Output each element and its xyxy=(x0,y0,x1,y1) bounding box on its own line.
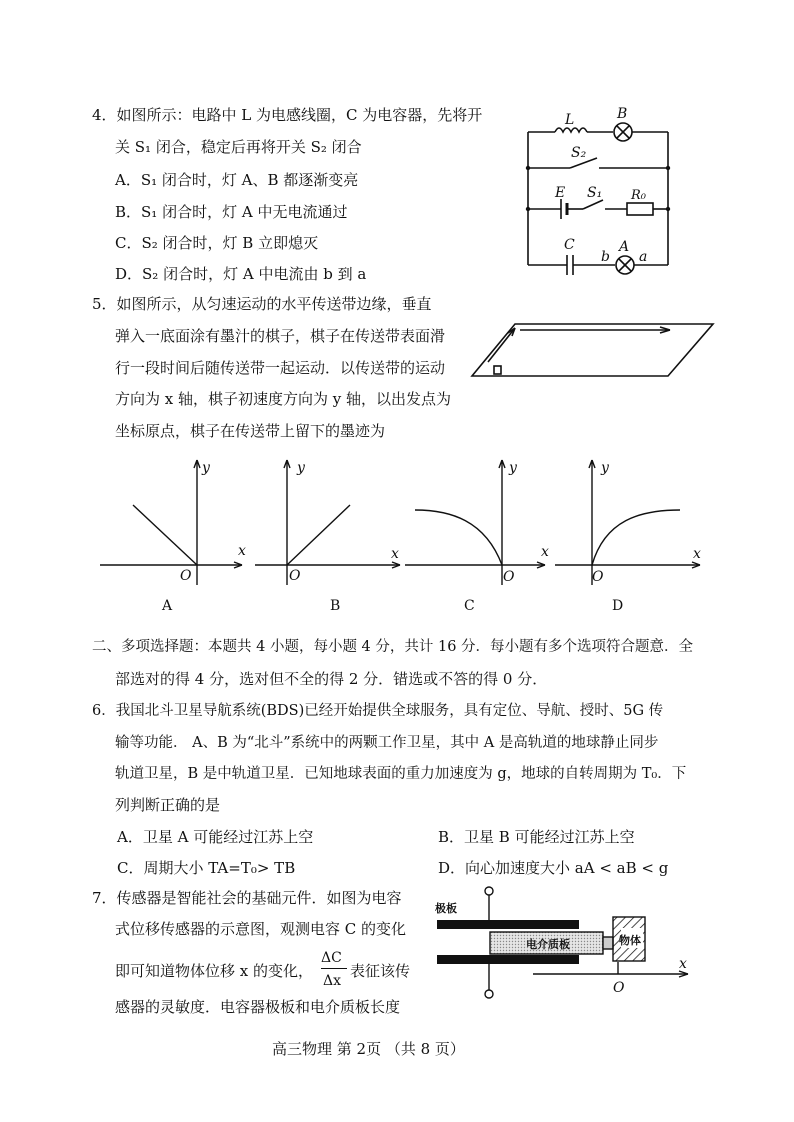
graph-a-x-label: x xyxy=(238,543,246,559)
label-E: E xyxy=(555,185,566,201)
label-object: 物体 xyxy=(619,934,641,947)
q4-stem-line1: 4．如图所示：电路中 L 为电感线圈，C 为电容器，先将开 xyxy=(92,106,483,124)
graph-b-label: B xyxy=(330,598,341,614)
q7-stem-line3b: 表征该传 xyxy=(350,962,411,980)
label-R0: R₀ xyxy=(631,188,646,203)
graph-d-x-label: x xyxy=(693,546,701,562)
q7-stem-line3a: 即可知道物体位移 x 的变化， xyxy=(115,962,313,980)
graph-d-label: D xyxy=(612,598,624,614)
graph-b-origin: O xyxy=(289,568,301,584)
graph-d-origin: O xyxy=(592,569,604,585)
q4-stem-line2: 关 S₁ 闭合，稳定后再将开关 S₂ 闭合 xyxy=(115,138,362,156)
q6-stem-line4: 列判断正确的是 xyxy=(115,796,221,814)
q7-fraction-denominator: Δx xyxy=(323,973,342,989)
label-A: A xyxy=(619,239,630,255)
q7-stem-line4: 感器的灵敏度．电容器极板和电介质板长度 xyxy=(115,998,401,1016)
q6-stem-line3: 轨道卫星，B 是中轨道卫星．已知地球表面的重力加速度为 g，地球的自转周期为 T₀．下 xyxy=(115,766,687,782)
label-b: b xyxy=(601,249,610,265)
q5-stem-line3: 行一段时间后随传送带一起运动．以传送带的运动 xyxy=(115,359,446,377)
q5-stem-line2: 弹入一底面涂有墨汁的棋子，棋子在传送带表面滑 xyxy=(115,327,446,345)
label-plate: 极板 xyxy=(435,902,457,915)
q7-fraction-bar xyxy=(321,968,347,969)
graph-d xyxy=(555,455,705,590)
graph-a-y-label: y xyxy=(202,460,210,476)
graph-c-label: C xyxy=(464,598,475,614)
section2-heading-line2: 部选对的得 4 分，选对但不全的得 2 分．错选或不答的得 0 分． xyxy=(115,670,548,688)
capacitive-sensor-figure xyxy=(433,880,703,1005)
graph-a-origin: O xyxy=(180,568,192,584)
q6-option-a: A．卫星 A 可能经过江苏上空 xyxy=(117,828,314,846)
section2-heading-line1: 二、多项选择题：本题共 4 小题，每小题 4 分，共计 16 分．每小题有多个选项符合题意．全 xyxy=(92,639,694,655)
label-axis-x: x xyxy=(679,956,687,972)
label-L: L xyxy=(565,112,575,128)
conveyor-belt-figure xyxy=(470,318,715,380)
graph-b xyxy=(255,455,405,590)
graph-c-origin: O xyxy=(503,569,515,585)
graph-d-y-label: y xyxy=(601,460,609,476)
label-S2: S₂ xyxy=(571,145,587,161)
label-C: C xyxy=(564,237,575,253)
circuit-diagram xyxy=(515,105,685,275)
page-footer: 高三物理 第 2页 （共 8 页） xyxy=(272,1040,465,1058)
q6-stem-line1: 6．我国北斗卫星导航系统(BDS)已经开始提供全球服务，具有定位、导航、授时、5G 传 xyxy=(92,703,664,719)
q4-option-a: A．S₁ 闭合时，灯 A、B 都逐渐变亮 xyxy=(115,171,359,189)
label-B: B xyxy=(617,106,628,122)
q4-option-c: C．S₂ 闭合时，灯 B 立即熄灭 xyxy=(115,234,319,252)
graph-a-label: A xyxy=(162,598,173,614)
graph-c-y-label: y xyxy=(509,460,517,476)
q4-option-b: B．S₁ 闭合时，灯 A 中无电流通过 xyxy=(115,203,348,221)
q6-option-c: C．周期大小 TA=T₀> TB xyxy=(117,859,296,877)
q5-stem-line4: 方向为 x 轴，棋子初速度方向为 y 轴，以出发点为 xyxy=(115,390,452,408)
q6-option-b: B．卫星 B 可能经过江苏上空 xyxy=(438,828,635,846)
graph-a xyxy=(100,455,250,590)
q5-stem-line5: 坐标原点，棋子在传送带上留下的墨迹为 xyxy=(115,422,386,440)
q6-stem-line2: 输等功能． A、B 为“北斗”系统中的两颗工作卫星，其中 A 是高轨道的地球静止同步 xyxy=(115,735,659,751)
graph-b-x-label: x xyxy=(391,546,399,562)
q5-stem-line1: 5．如图所示，从匀速运动的水平传送带边缘，垂直 xyxy=(92,295,432,313)
label-S1: S₁ xyxy=(587,185,603,201)
graph-c xyxy=(405,455,555,590)
q4-option-d: D．S₂ 闭合时，灯 A 中电流由 b 到 a xyxy=(115,265,367,283)
q7-stem-line1: 7．传感器是智能社会的基础元件．如图为电容 xyxy=(92,889,402,907)
label-origin: O xyxy=(613,980,625,996)
label-a: a xyxy=(639,249,648,265)
graph-b-y-label: y xyxy=(297,460,305,476)
q7-stem-line2: 式位移传感器的示意图，观测电容 C 的变化 xyxy=(115,920,407,938)
label-dielectric: 电介质板 xyxy=(526,938,570,951)
q7-fraction-numerator: ΔC xyxy=(321,950,342,966)
graph-c-x-label: x xyxy=(541,544,549,560)
q6-option-d: D．向心加速度大小 aA < aB < g xyxy=(438,859,669,877)
